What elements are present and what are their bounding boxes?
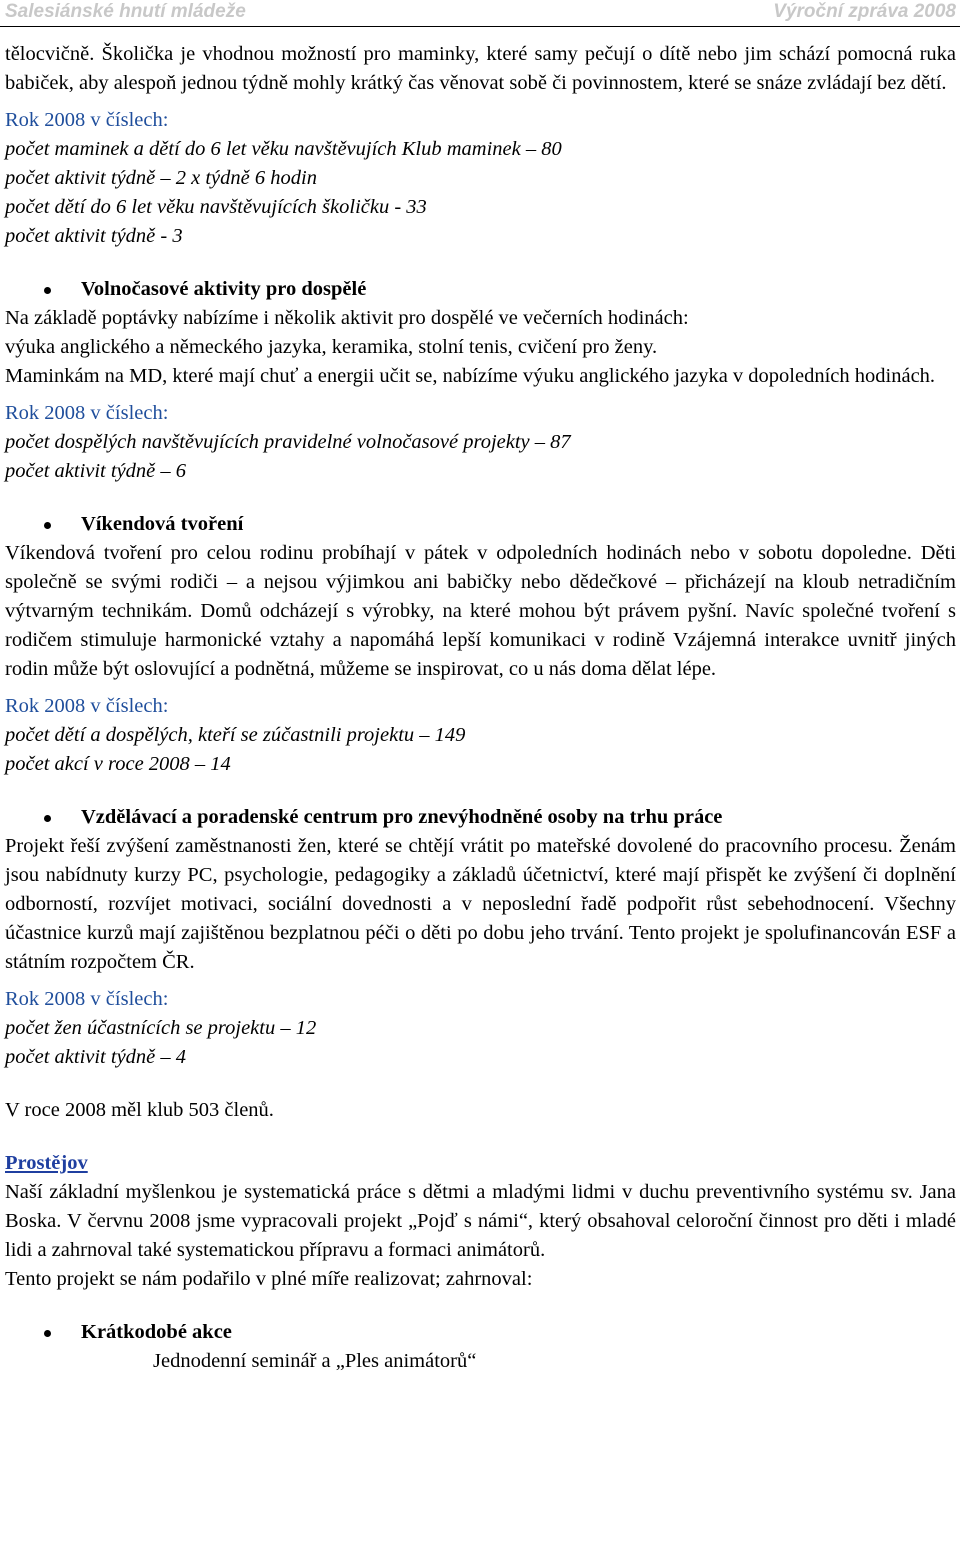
section-title-prostejov[interactable]: Prostějov [5,1152,88,1174]
bullet-icon [44,522,51,529]
page-header [0,0,960,27]
stats-block-2 [5,399,956,486]
paragraph: Naší základní myšlenkou je systematická práce s dětmi a mladými lidmi v duchu preventivního systému sv. Jana Boska. V červnu 2008 jsme vypracovali projekt „Pojď s námi“, který obsahoval celoroční činnost pro děti i mladé lidi a zahrnoval také systematickou přípravu a formaci animátorů. [5,1181,956,1261]
members-count: V roce 2008 měl klub 503 členů. [5,1099,274,1121]
header-report-title: Výroční zpráva 2008 [773,1,956,22]
stats-title: Rok 2008 v číslech: [5,695,169,717]
stats-title: Rok 2008 v číslech: [5,402,169,424]
stats-line: počet aktivit týdně - 3 [5,225,183,247]
document-body [5,40,956,1376]
paragraph: Na základě poptávky nabízíme i několik aktivit pro dospělé ve večerních hodinách: [5,307,689,329]
stats-line: počet maminek a dětí do 6 let věku navštěvujích Klub maminek – 80 [5,138,562,160]
stats-line: počet dětí do 6 let věku navštěvujících školičku - 33 [5,196,427,218]
section-heading-education-centre: Vzdělávací a poradenské centrum pro znevýhodněné osoby na trhu práce [5,803,956,832]
paragraph: Projekt řeší zvýšení zaměstnanosti žen, které se chtějí vrátit po mateřské dovolené do pracovního procesu. Ženám jsou nabídnuty kurzy PC, psychologie, pedagogiky a základů účetnictví, které mají přispět ke zvýšení či doplnění odborností, rozvíjet motivaci, sociální dovednosti a v neposlední řadě podpořit růst sebehodnocení. Všechny účastnice kurzů mají zajištěnou bezplatnou péči o děti po dobu jeho trvání. Tento projekt je spolufinancován ESF a státním rozpočtem ČR. [5,835,956,973]
stats-line: počet dětí a dospělých, kteří se zúčastnili projektu – 149 [5,724,466,746]
paragraph: Maminkám na MD, které mají chuť a energii učit se, nabízíme výuku anglického jazyka v dopoledních hodinách. [5,365,936,387]
paragraph: Víkendová tvoření pro celou rodinu probíhají v pátek v odpoledních hodinách nebo v sobotu dopoledne. Děti společně se svými rodiči – a nejsou výjimkou ani babičky nebo dědečkové – přicházejí na kloub netradičním výtvarným technikám. Domů odcházejí s výrobky, na které mohou být právem pyšní. Navíc společné tvoření s rodičem stimuluje harmonické vztahy a napomáhá lepší komunikaci v rodině Vzájemná interakce uvnitř jiných rodin může být oslovující a podnětná, můžeme se inspirovat, co u nás doma dělat lépe. [5,542,956,680]
stats-block-3 [5,692,956,779]
section-heading-leisure-adults: Volnočasové aktivity pro dospělé [5,275,956,304]
section-heading-weekend-crafts: Víkendová tvoření [5,510,956,539]
stats-line: počet aktivit týdně – 6 [5,460,187,482]
header-organization: Salesiánské hnutí mládeže [5,1,246,22]
stats-line: počet žen účastnících se projektu – 12 [5,1017,317,1039]
paragraph: výuka anglického a německého jazyka, keramika, stolní tenis, cvičení pro ženy. [5,336,658,358]
bullet-icon [44,1330,51,1337]
bullet-short-term-events: Krátkodobé akce [5,1318,956,1347]
stats-title: Rok 2008 v číslech: [5,988,169,1010]
sub-item: Jednodenní seminář a „Ples animátorů“ [153,1350,477,1372]
stats-line: počet akcí v roce 2008 – 14 [5,753,231,775]
bullet-icon [44,815,51,822]
stats-line: počet aktivit týdně – 2 x týdně 6 hodin [5,167,317,189]
stats-block-1 [5,106,956,251]
stats-title: Rok 2008 v číslech: [5,109,169,131]
stats-line: počet dospělých navštěvujících pravidelné volnočasové projekty – 87 [5,431,571,453]
bullet-icon [44,287,51,294]
stats-block-4 [5,985,956,1072]
stats-line: počet aktivit týdně – 4 [5,1046,187,1068]
paragraph-intro: tělocvičně. Školička je vhodnou možností pro maminky, které samy pečují o dítě nebo jim schází pomocná ruka babiček, aby alespoň jednou týdně mohly krátký čas věnovat sobě či povinnostem, které se snáze zvládají bez dětí. [5,43,956,94]
paragraph: Tento projekt se nám podařilo v plné míře realizovat; zahrnoval: [5,1268,533,1290]
